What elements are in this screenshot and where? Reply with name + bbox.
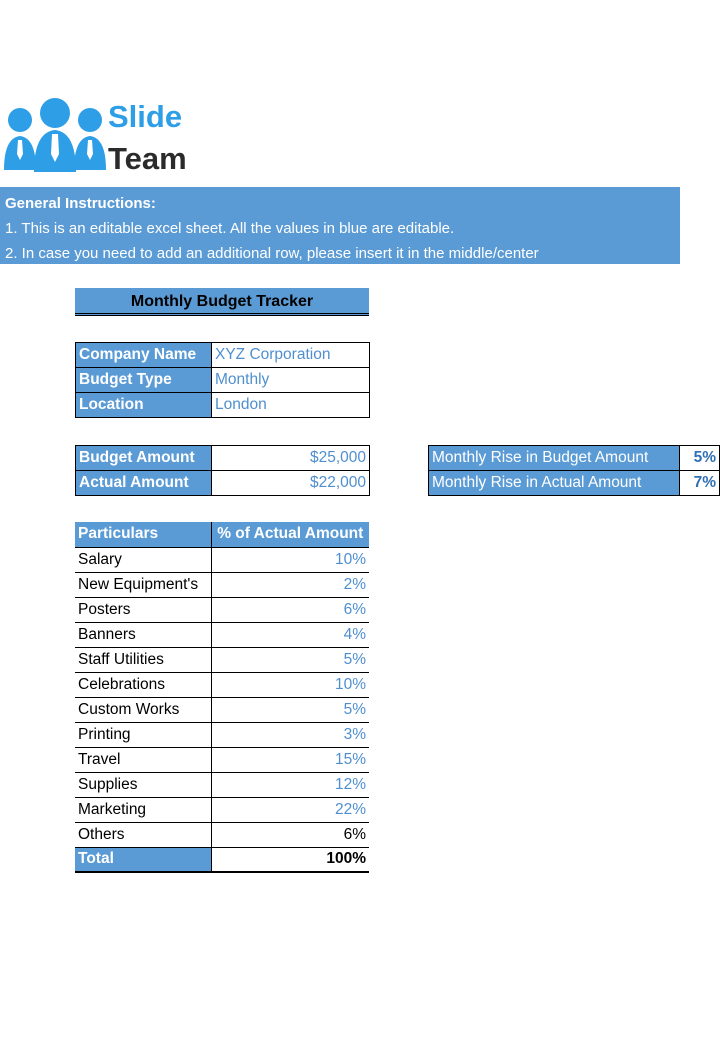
- info-row-company: [76, 343, 370, 368]
- actual-amount-label: Actual Amount: [76, 471, 212, 496]
- instructions-line-1: 1. This is an editable excel sheet. All the values in blue are editable.: [5, 220, 455, 237]
- particular-name[interactable]: Salary: [75, 547, 211, 572]
- particular-percent[interactable]: 22%: [211, 797, 369, 822]
- rise-row-actual: [429, 471, 720, 496]
- particular-percent[interactable]: 6%: [211, 597, 369, 622]
- location-label: Location: [76, 393, 212, 418]
- location-cell[interactable]: London: [212, 393, 370, 418]
- rise-actual-cell[interactable]: 7%: [680, 471, 720, 496]
- table-row: [75, 772, 369, 797]
- table-row: [75, 547, 369, 572]
- percent-header: % of Actual Amount: [211, 522, 369, 547]
- table-row: [75, 697, 369, 722]
- budget-type-label: Budget Type: [76, 368, 212, 393]
- particular-name[interactable]: Posters: [75, 597, 211, 622]
- actual-amount-cell[interactable]: $22,000: [212, 471, 370, 496]
- table-row: [75, 572, 369, 597]
- particular-name[interactable]: Others: [75, 822, 211, 847]
- particulars-header: Particulars: [75, 522, 211, 547]
- rise-budget-label: Monthly Rise in Budget Amount: [429, 446, 680, 471]
- table-row: [75, 597, 369, 622]
- table-row: [75, 722, 369, 747]
- tracker-title: Monthly Budget Tracker: [75, 288, 369, 316]
- amount-row-actual: [76, 471, 370, 496]
- company-info-table: [75, 342, 370, 418]
- particular-percent[interactable]: 5%: [211, 697, 369, 722]
- total-percent: 100%: [211, 847, 369, 872]
- particular-percent[interactable]: 10%: [211, 672, 369, 697]
- company-name-cell[interactable]: XYZ Corporation: [212, 343, 370, 368]
- particular-name[interactable]: Supplies: [75, 772, 211, 797]
- particular-percent[interactable]: 10%: [211, 547, 369, 572]
- particular-percent[interactable]: 3%: [211, 722, 369, 747]
- amount-table: [75, 445, 370, 496]
- particular-name[interactable]: Staff Utilities: [75, 647, 211, 672]
- table-row: [75, 822, 369, 847]
- logo-text-team: Team: [108, 141, 187, 176]
- particular-name[interactable]: Printing: [75, 722, 211, 747]
- particular-name[interactable]: New Equipment's: [75, 572, 211, 597]
- particular-name[interactable]: Banners: [75, 622, 211, 647]
- particular-name[interactable]: Celebrations: [75, 672, 211, 697]
- budget-amount-label: Budget Amount: [76, 446, 212, 471]
- general-instructions-box: [0, 187, 680, 264]
- particular-percent[interactable]: 4%: [211, 622, 369, 647]
- monthly-rise-table: [428, 445, 720, 496]
- table-row: [75, 647, 369, 672]
- particular-name[interactable]: Travel: [75, 747, 211, 772]
- particular-percent[interactable]: 2%: [211, 572, 369, 597]
- table-row: [75, 672, 369, 697]
- table-row: [75, 747, 369, 772]
- particular-name[interactable]: Marketing: [75, 797, 211, 822]
- instructions-title: General Instructions:: [5, 195, 156, 212]
- particular-percent[interactable]: 5%: [211, 647, 369, 672]
- budget-amount-cell[interactable]: $25,000: [212, 446, 370, 471]
- info-row-budget-type: [76, 368, 370, 393]
- info-row-location: [76, 393, 370, 418]
- rise-actual-label: Monthly Rise in Actual Amount: [429, 471, 680, 496]
- rise-row-budget: [429, 446, 720, 471]
- particulars-table: [75, 522, 369, 873]
- company-name-label: Company Name: [76, 343, 212, 368]
- amount-row-budget: [76, 446, 370, 471]
- instructions-line-2: 2. In case you need to add an additional row, please insert it in the middle/center: [5, 245, 539, 262]
- particular-percent: 6%: [211, 822, 369, 847]
- slideteam-logo: [4, 96, 194, 178]
- particular-name[interactable]: Custom Works: [75, 697, 211, 722]
- budget-type-cell[interactable]: Monthly: [212, 368, 370, 393]
- table-row: [75, 797, 369, 822]
- total-row: [75, 847, 369, 872]
- team-people-icon: [4, 96, 108, 178]
- logo-text-slide: Slide: [108, 99, 183, 134]
- rise-budget-cell[interactable]: 5%: [680, 446, 720, 471]
- total-label: Total: [75, 847, 211, 872]
- particular-percent[interactable]: 12%: [211, 772, 369, 797]
- particular-percent[interactable]: 15%: [211, 747, 369, 772]
- table-row: [75, 622, 369, 647]
- particulars-header-row: [75, 522, 369, 547]
